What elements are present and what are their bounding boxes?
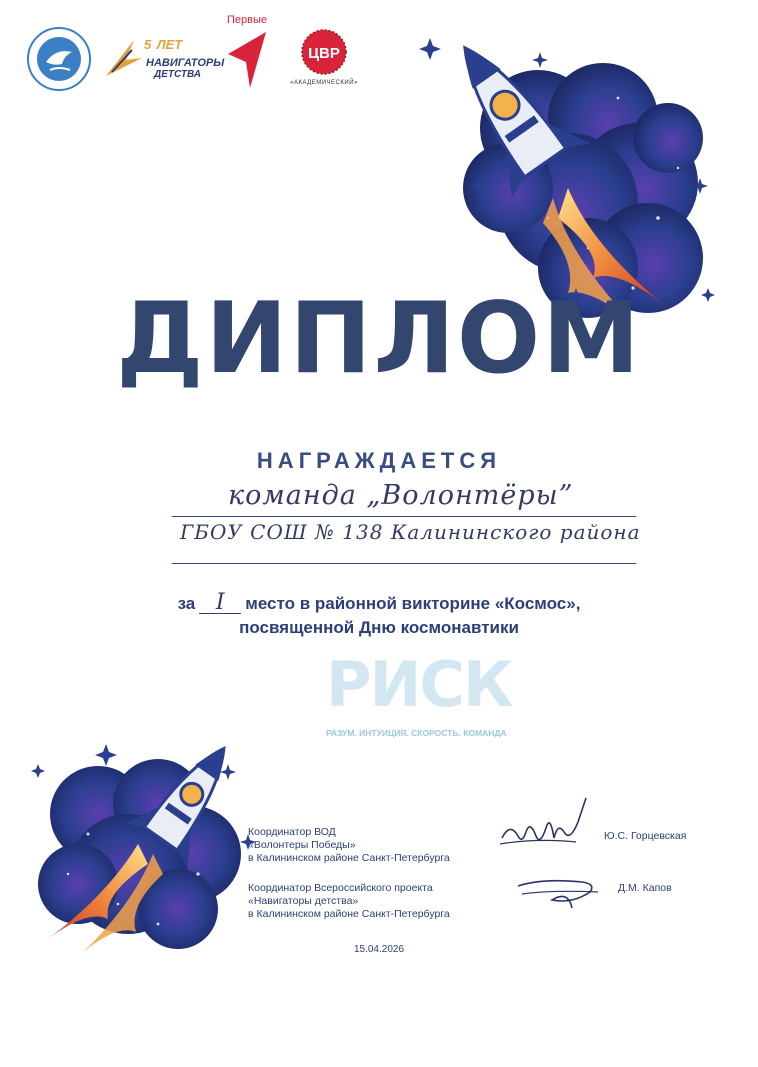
coordinator-1-line: «Волонтеры Победы» — [248, 839, 356, 851]
rocket-illustration-bottom — [28, 724, 268, 962]
coordinator-1-line: в Калининском районе Санкт-Петербурга — [248, 852, 450, 864]
pervye-logo-text: Первые — [227, 14, 268, 26]
navigators-logo-number: 5 — [144, 37, 152, 52]
cvr-logo-text: ЦВР — [308, 45, 340, 62]
award-place-line — [0, 592, 758, 616]
coordinator-2-line: в Калининском районе Санкт-Петербурга — [248, 908, 450, 920]
coordinator-2-line: «Навигаторы детства» — [248, 895, 359, 907]
handwritten-school-name: ГБОУ СОШ № 138 Калининского района — [180, 520, 641, 544]
risk-logo-word: РИСК — [326, 648, 512, 721]
volunteers-victory-logo — [26, 26, 92, 92]
award-prefix: за — [177, 594, 196, 613]
cvr-logo-subtitle: «АКАДЕМИЧЕСКИЙ» — [290, 80, 358, 86]
fill-line-1 — [172, 516, 636, 517]
navigators-logo-line1: НАВИГАТОРЫ — [146, 57, 225, 69]
handwritten-team-name: команда „Волонтёры” — [228, 480, 574, 511]
navigators-logo-line2: ДЕТСТВА — [154, 69, 202, 80]
coordinator-2-line: Координатор Всероссийского проекта — [248, 882, 433, 894]
handwritten-place: I — [199, 593, 241, 614]
coordinator-1-line: Координатор ВОД — [248, 826, 336, 838]
issue-date: 15.04.2026 — [353, 944, 405, 955]
signature-1 — [496, 792, 596, 858]
coordinator-1-name: Ю.С. Горцевская — [604, 830, 687, 842]
navigators-logo-years: ЛЕТ — [156, 37, 183, 52]
awarded-subtitle: НАГРАЖДАЕТСЯ — [256, 448, 502, 473]
risk-quiz-logo — [326, 648, 512, 744]
fill-line-2 — [172, 563, 636, 564]
navigators-of-childhood-logo — [104, 32, 225, 84]
coordinator-block-2 — [248, 882, 450, 921]
award-description: место в районной викторине «Космос», — [245, 594, 581, 613]
risk-logo-tagline: РАЗУМ. ИНТУИЦИЯ. СКОРОСТЬ. КОМАНДА — [326, 728, 507, 738]
signature-2 — [512, 864, 604, 914]
coordinator-2-name: Д.М. Капов — [618, 882, 672, 894]
diploma-title: ДИПЛОМ — [116, 282, 642, 396]
coordinator-block-1 — [248, 826, 450, 865]
cvr-akademichesky-logo — [286, 28, 362, 92]
award-dedication: посвященной Дню космонавтики — [239, 618, 519, 637]
pervye-logo — [222, 14, 274, 90]
